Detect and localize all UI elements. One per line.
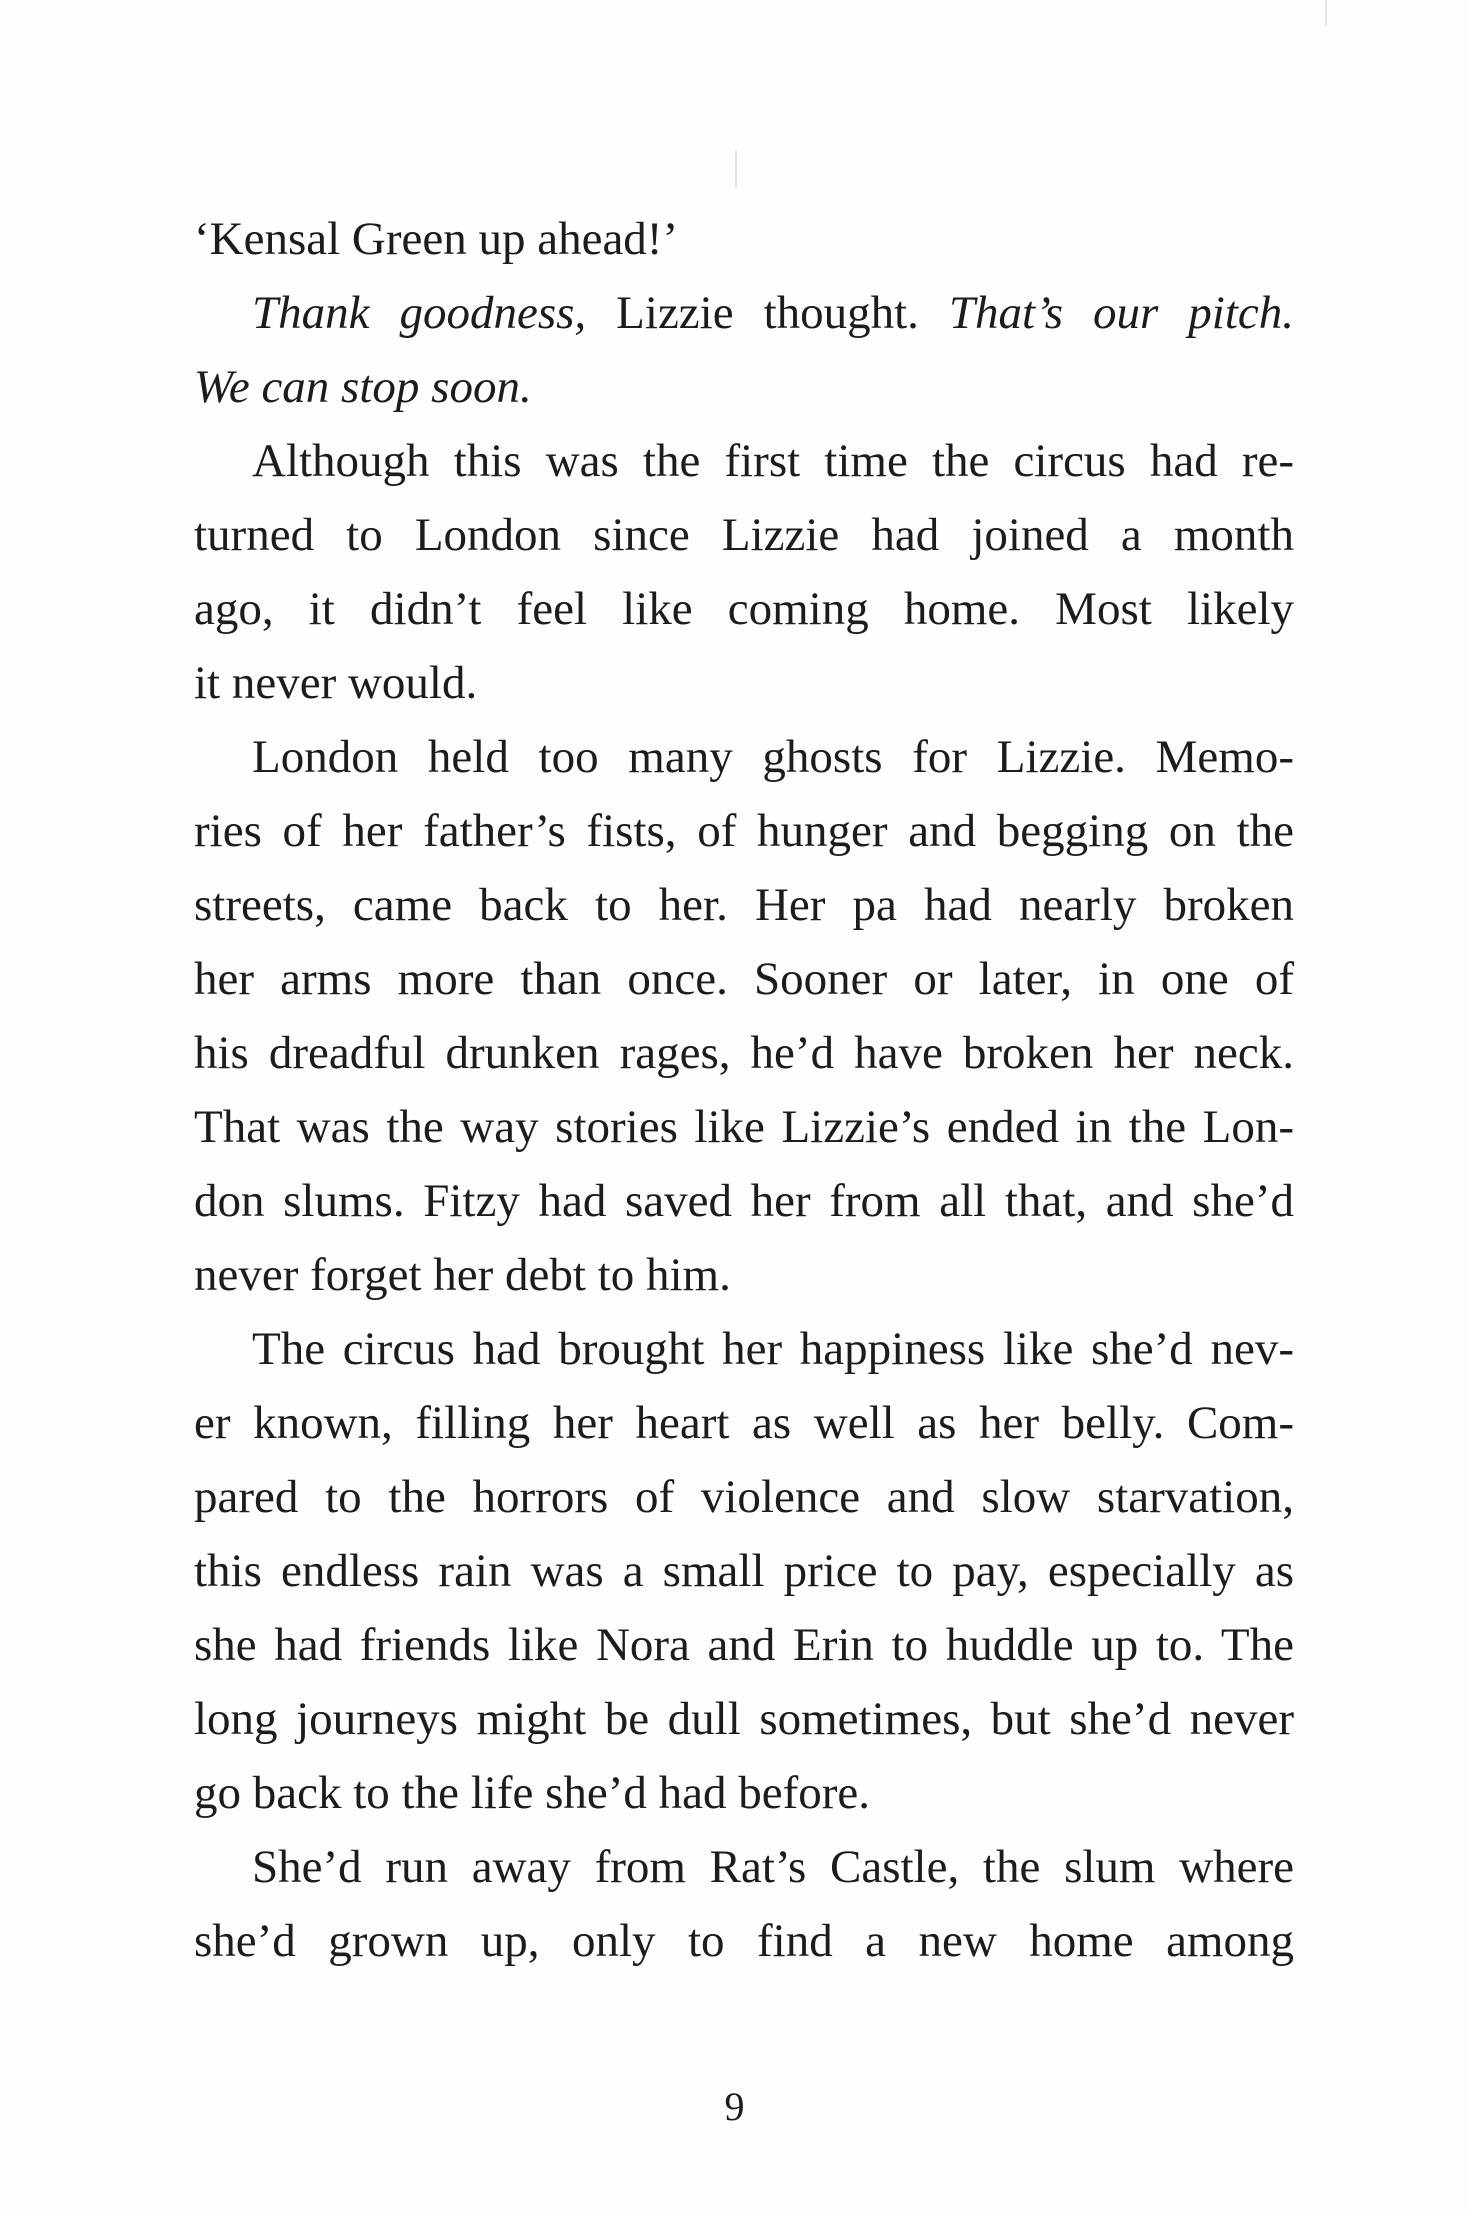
text-line: she had friends like Nora and Erin to huddle up to. The: [194, 1619, 1294, 1671]
page-number: 9: [724, 2084, 745, 2129]
text-line: er known, filling her heart as well as her belly. Com-: [194, 1397, 1294, 1449]
text-line: ries of her father’s fists, of hunger and begging on the: [194, 805, 1294, 857]
text-line: go back to the life she’d had before.: [194, 1767, 871, 1819]
text-line: her arms more than once. Sooner or later, in one of: [194, 953, 1294, 1005]
text-line: streets, came back to her. Her pa had nearly broken: [194, 879, 1294, 931]
italic-span: Thank goodness,: [252, 287, 587, 339]
italic-span: That’s our pitch.: [948, 287, 1294, 339]
text-line: That was the way stories like Lizzie’s ended in the Lon-: [194, 1101, 1294, 1153]
italic-span: We can stop soon.: [194, 361, 532, 413]
text-line: she’d grown up, only to find a new home among: [194, 1915, 1294, 1967]
text-line: She’d run away from Rat’s Castle, the slum where: [252, 1841, 1294, 1893]
text-line: London held too many ghosts for Lizzie. Memo-: [252, 731, 1294, 783]
text-line: never forget her debt to him.: [194, 1249, 731, 1301]
text-line: ‘Kensal Green up ahead!’: [194, 213, 679, 265]
text-line: The circus had brought her happiness like she’d nev-: [252, 1323, 1294, 1375]
text-line: [194, 276, 1294, 350]
scan-speck: [735, 150, 737, 188]
scan-speck: [1325, 0, 1327, 26]
text-line: ago, it didn’t feel like coming home. Most likely: [194, 583, 1294, 635]
text-line: this endless rain was a small price to pay, especially as: [194, 1545, 1294, 1597]
text-line: don slums. Fitzy had saved her from all that, and she’d: [194, 1175, 1294, 1227]
text-line: his dreadful drunken rages, he’d have broken her neck.: [194, 1027, 1294, 1079]
text-span: Lizzie thought.: [586, 287, 949, 339]
text-line: Although this was the first time the circus had re-: [252, 435, 1294, 487]
text-line: [194, 350, 1294, 424]
text-line: pared to the horrors of violence and slow starvation,: [194, 1471, 1294, 1523]
text-line: turned to London since Lizzie had joined a month: [194, 509, 1294, 561]
text-line: it never would.: [194, 657, 478, 709]
text-line: long journeys might be dull sometimes, but she’d never: [194, 1693, 1294, 1745]
